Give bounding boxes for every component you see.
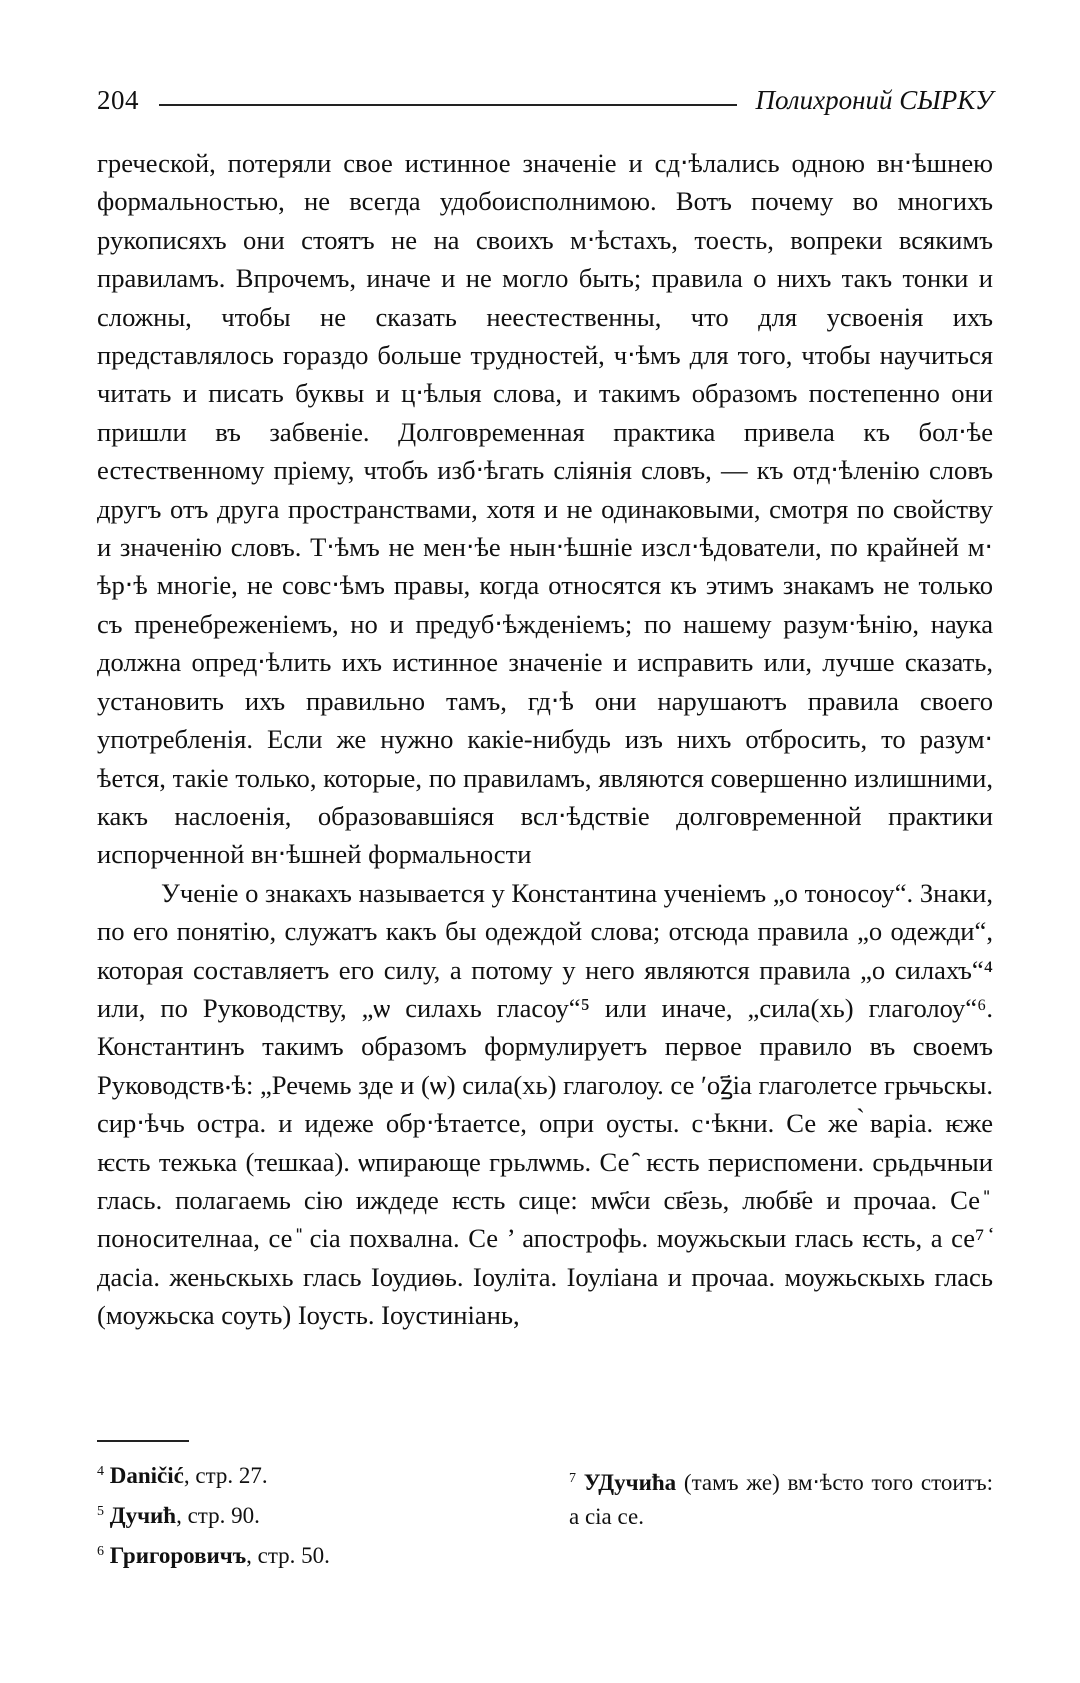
footnote-rule (97, 1440, 189, 1442)
footnote-6-number: 6 (97, 1544, 104, 1559)
footnote-6 (97, 1534, 497, 1574)
paragraph-1: греческой, потеряли свое истинное значенiе и сд‧ѣлались одною вн‧ѣшнею формальностью, не всегда удобоисполнимою. Вотъ почему во многихъ рукописяхъ они стоятъ не на своихъ м‧ѣстахъ, тоесть, вопреки всякимъ правиламъ. Впрочемъ, иначе и не могло быть; правила о нихъ такъ тонки и сложны, чтобы не сказать неестественны, что для усвоенiя ихъ представлялось гораздо больше трудностей, ч‧ѣмъ для того, чтобы научиться читать и писать буквы и ц‧ѣлыя слова, и такимъ образомъ постепенно они пришли въ забвенiе. Долговременная практика привела къ бол‧ѣе естественному прiему, чтобъ изб‧ѣгать слiянiя словъ, — къ отд‧ѣленiю словъ другъ отъ друга пространствами, хотя и не одинаковыми, смотря по свойству и значенiю словъ. Т‧ѣмъ не мен‧ѣе нын‧ѣшнiе изсл‧ѣдователи, по крайней м‧ѣр‧ѣ многiе, не совс‧ѣмъ правы, когда относятся къ этимъ знакамъ не только съ пренебреженiемъ, но и предуб‧ѣжденiемъ; по нашему разум‧ѣнiю, наука должна опред‧ѣлить ихъ истинное значенiе и исправить или, лучше сказать, установить ихъ правильно тамъ, гд‧ѣ они нарушаютъ правила своего употребленiя. Если же нужно какiе-нибудь изъ нихъ отбросить, то разум‧ѣется, такiе только, которые, по правиламъ, являются совершенно излишними, какъ наслоенiя, образовавшiяся всл‧ѣдствiе долговременной практики испорченной вн‧ѣшней формальности (97, 148, 993, 870)
footnote-7-number: 7 (569, 1471, 576, 1486)
footnote-5-author: Дучић (109, 1503, 177, 1528)
footnotes-right-column (569, 1462, 993, 1574)
footnote-5-number: 5 (97, 1504, 104, 1519)
paragraph-2: Ученiе о знакахъ называется у Константина ученiемъ „о тоносоу“. Знаки, по его понятiю, служатъ какъ бы одеждой слова; отсюда правила „о одежди“, которая составляетъ его силу, а потому у него являются правила „о силахъ“⁴ или, по Руководству, „ѡ силахь гласоу“⁵ или иначе, „сила(хь) глаголоу“⁶. Константинъ такимъ образомъ формулируетъ первое правило въ своемъ Руководств‧ѣ: „Речемь зде и (ѡ) сила(хь) глаголоу. се ʹоꙁ҃iа глаголетсе грьчьскы. сир‧ѣчь остра. и идеже обр‧ѣтаетсе, опри оусты. с‧ѣкни. Се же ̀варiа. ѥже ѥсть тежька (тешкаа). ѡпирающе грьлѡмь. Се ̑ ѥсть периспомени. срьдьчныи глась. полагаемь сiю иждеде ѥсть сице: мѡ҃си св҃езь, любв҃е и прочаа. Се ̎ поносителнаа, се ̎ сiа похвална. Се ’ апострофь. моужьскыи глась ѥсть, а се⁷ ̒ дасiа. женьскыхь глась Iоудиѳь. Iоулiта. Iоулiана и прочаа. моужьскыхь глась (моужьска соуть) Iоусть. Iоустинiань, (97, 877, 993, 1331)
footnote-4-author: Daničić (109, 1463, 184, 1488)
footnote-6-author: Григоровичъ (109, 1543, 247, 1568)
body-text (97, 144, 993, 1335)
footnote-4 (97, 1454, 497, 1494)
footnotes-left-column (97, 1454, 497, 1574)
footnote-5 (97, 1494, 497, 1534)
running-head (97, 80, 993, 120)
header-rule (159, 104, 737, 106)
footnote-5-text: , стр. 90. (176, 1503, 260, 1528)
footnote-4-text: , стр. 27. (183, 1463, 268, 1488)
footnote-6-text: , стр. 50. (246, 1543, 330, 1568)
page (97, 80, 993, 1335)
running-title: Полихроний СЫРКУ (755, 84, 993, 115)
footnote-7 (569, 1462, 993, 1534)
footnotes (97, 1454, 993, 1574)
footnote-7-text: (тамъ же) вм‧ѣсто того стоитъ: а сiа се. (569, 1470, 993, 1529)
footnote-7-author: УДучића (583, 1470, 677, 1495)
page-number: 204 (97, 84, 139, 115)
footnote-4-number: 4 (97, 1464, 104, 1479)
